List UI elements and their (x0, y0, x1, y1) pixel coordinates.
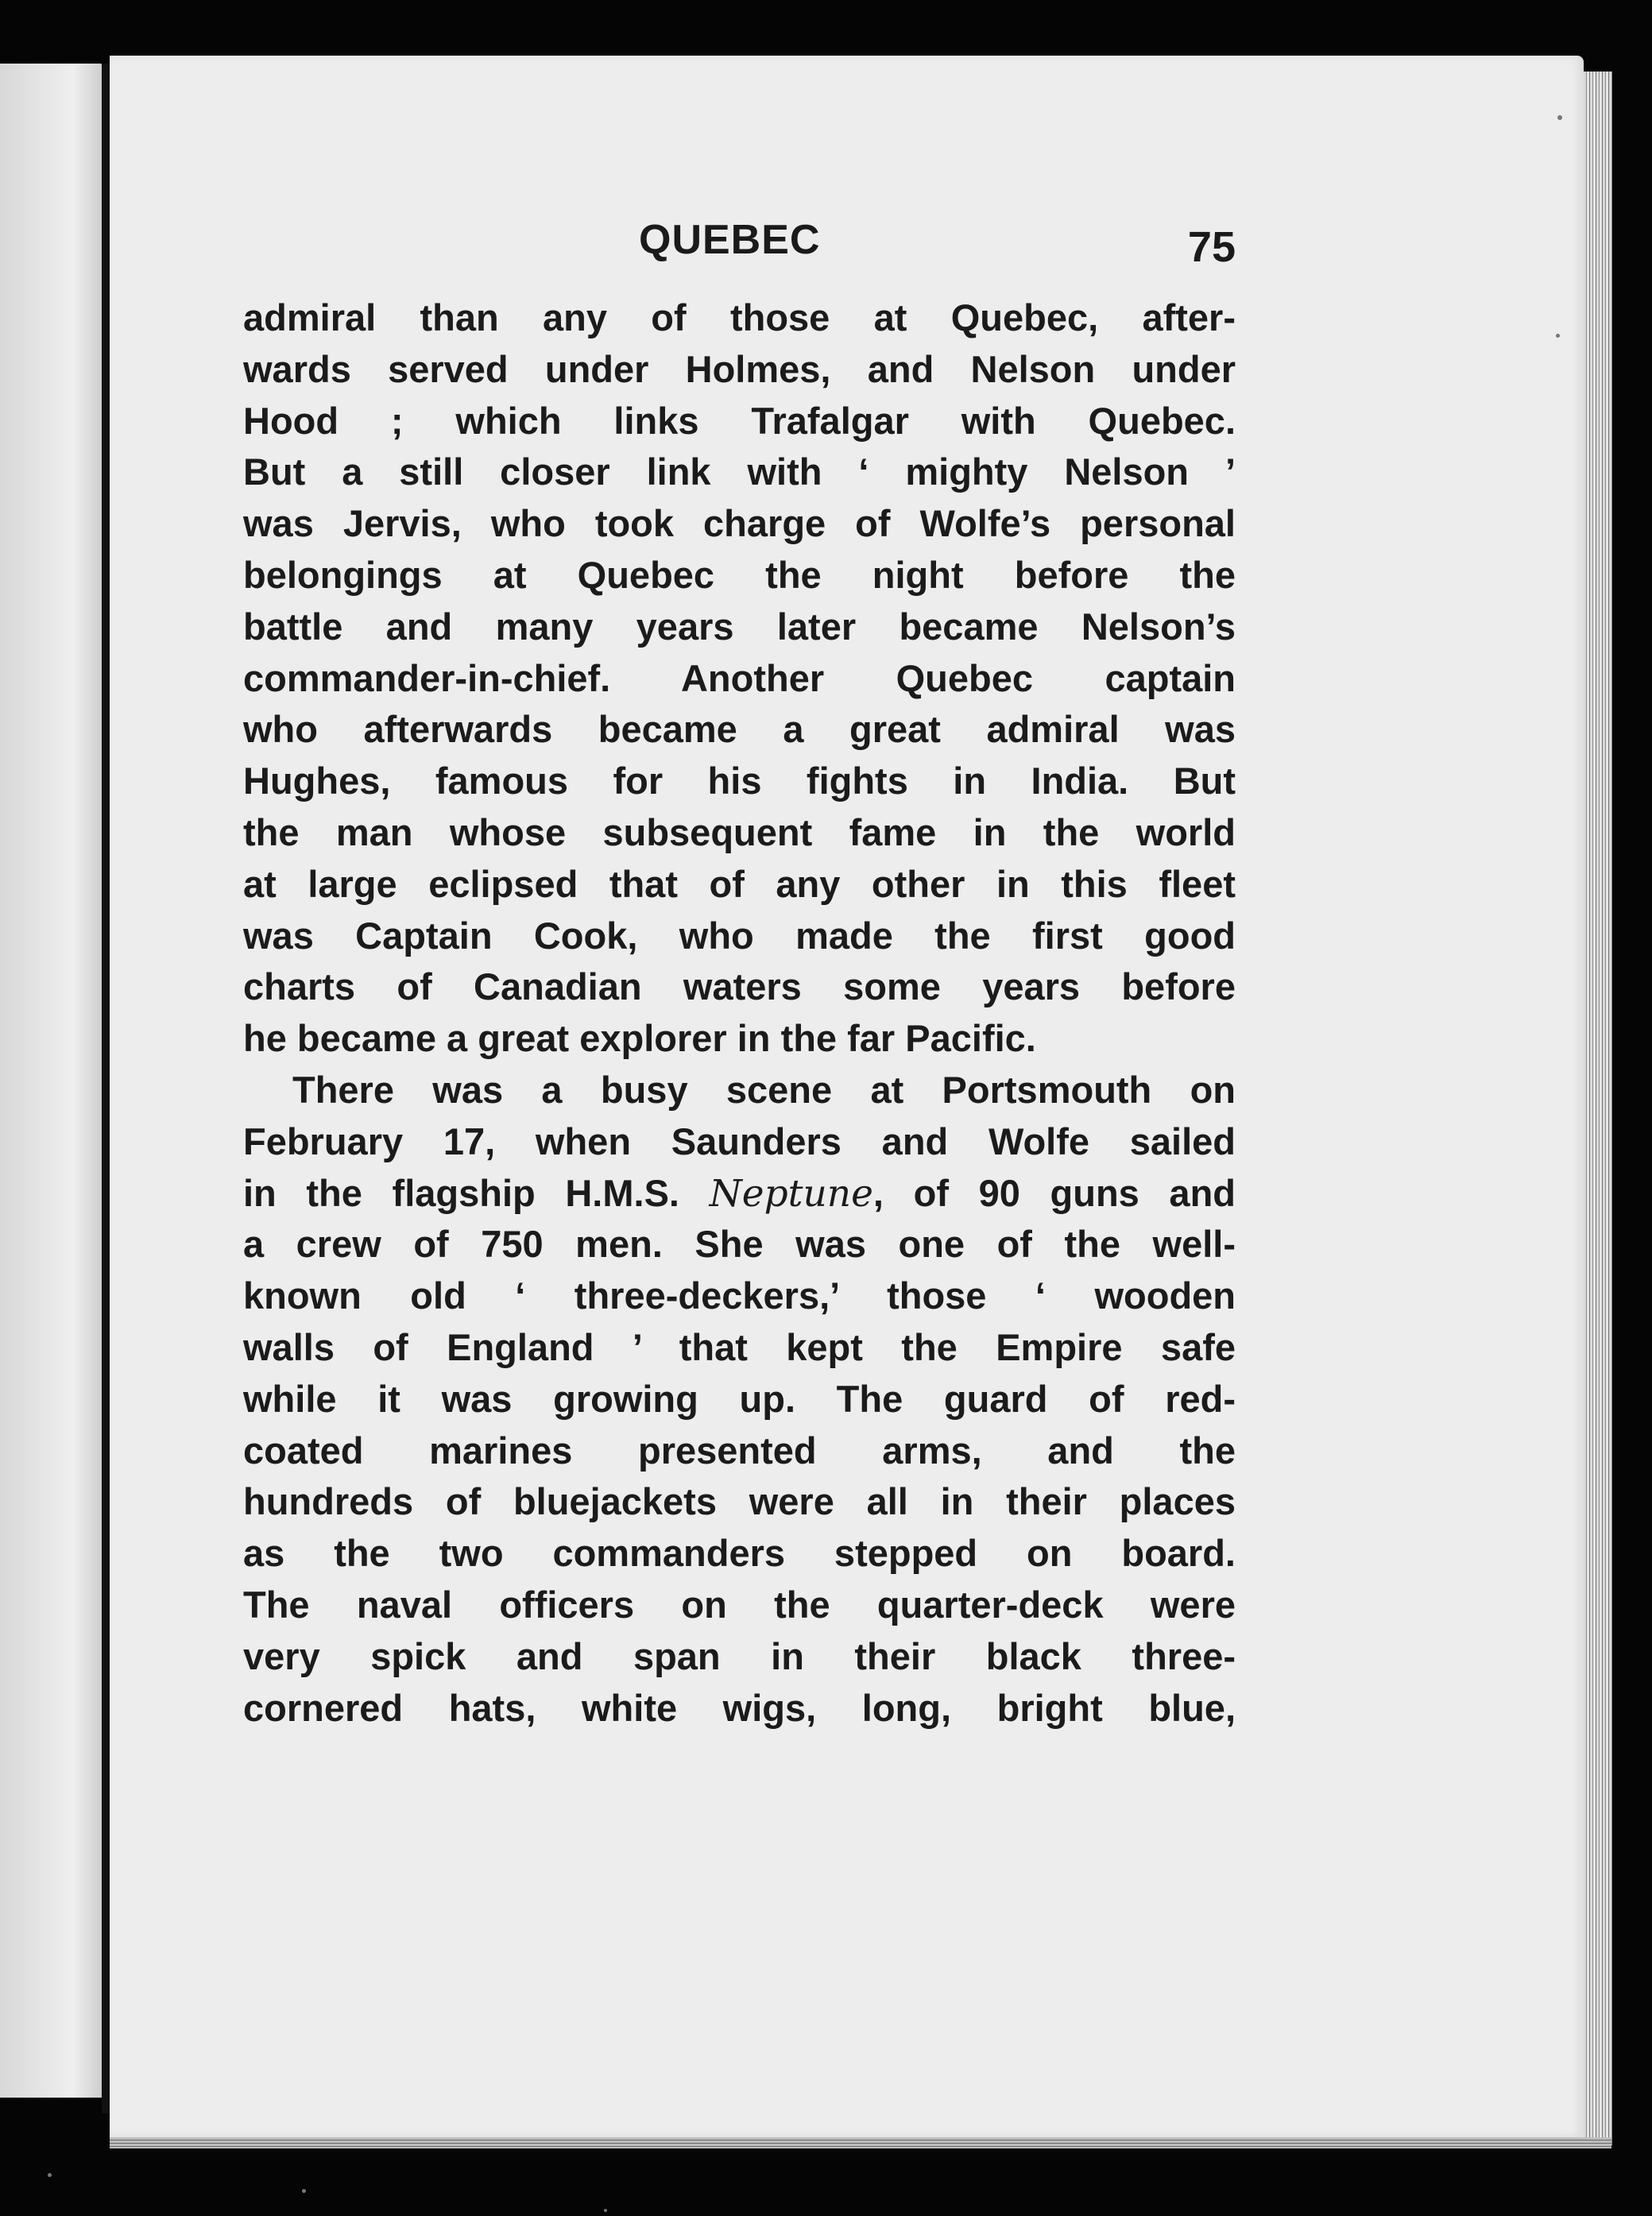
text-line: February 17, when Saunders and Wolfe sailed (243, 1120, 1236, 1162)
text-line-with-italic (243, 1168, 1236, 1220)
text-line: coated marines presented arms, and the (243, 1429, 1236, 1472)
text-line: belongings at Quebec the night before the (243, 553, 1236, 596)
text-line: charts of Canadian waters some years before (243, 965, 1236, 1008)
text-line: commander-in-chief. Another Quebec captain (243, 656, 1236, 699)
text-line: Hood ; which links Trafalgar with Quebec. (243, 399, 1236, 442)
text-line: admiral than any of those at Quebec, after- (243, 296, 1236, 338)
text-line: while it was growing up. The guard of red- (243, 1377, 1236, 1420)
text-line: cornered hats, white wigs, long, bright blue, (243, 1686, 1236, 1729)
previous-page-edge (0, 64, 105, 2098)
text-line: very spick and span in their black three- (243, 1634, 1236, 1677)
page-number: 75 (1187, 223, 1236, 271)
text-line: was Captain Cook, who made the first good (243, 914, 1236, 957)
paragraph-start-line: There was a busy scene at Portsmouth on (292, 1068, 1236, 1111)
text-line: But a still closer link with ‘ mighty Nelson ’ (243, 451, 1236, 493)
running-head: QUEBEC (639, 217, 821, 263)
text-line: who afterwards became a great admiral was (243, 708, 1236, 751)
text-fragment: in the flagship H.M.S. (243, 1171, 710, 1214)
page-header (243, 213, 1236, 277)
body-text (243, 292, 1236, 1734)
text-line: walls of England ’ that kept the Empire safe (243, 1325, 1236, 1368)
scan-speck (604, 2209, 607, 2212)
text-fragment: , of 90 guns and (872, 1171, 1236, 1214)
page-edge-stack (1584, 72, 1612, 2145)
text-line: wards served under Holmes, and Nelson under (243, 347, 1236, 390)
scan-speck (1557, 115, 1562, 120)
text-line: was Jervis, who took charge of Wolfe’s personal (243, 502, 1236, 545)
scan-speck (48, 2173, 52, 2177)
page-bottom-edge (110, 2137, 1611, 2148)
scan-speck (302, 2189, 306, 2193)
text-line: known old ‘ three-deckers,’ those ‘ wooden (243, 1274, 1236, 1317)
text-line: battle and many years later became Nelson’s (243, 605, 1236, 648)
text-line: hundreds of bluejackets were all in their places (243, 1480, 1236, 1523)
book-gutter (102, 64, 110, 2114)
text-line: Hughes, famous for his fights in India. But (243, 760, 1236, 802)
text-line: a crew of 750 men. She was one of the well- (243, 1223, 1236, 1266)
ship-name-italic: Neptune (709, 1171, 873, 1216)
text-line: he became a great explorer in the far Pacific. (243, 1017, 1036, 1060)
text-line: as the two commanders stepped on board. (243, 1532, 1236, 1575)
text-line: at large eclipsed that of any other in this fleet (243, 862, 1236, 905)
scan-speck (1556, 334, 1560, 338)
text-line: the man whose subsequent fame in the world (243, 810, 1236, 853)
text-line: The naval officers on the quarter-deck were (243, 1583, 1236, 1626)
